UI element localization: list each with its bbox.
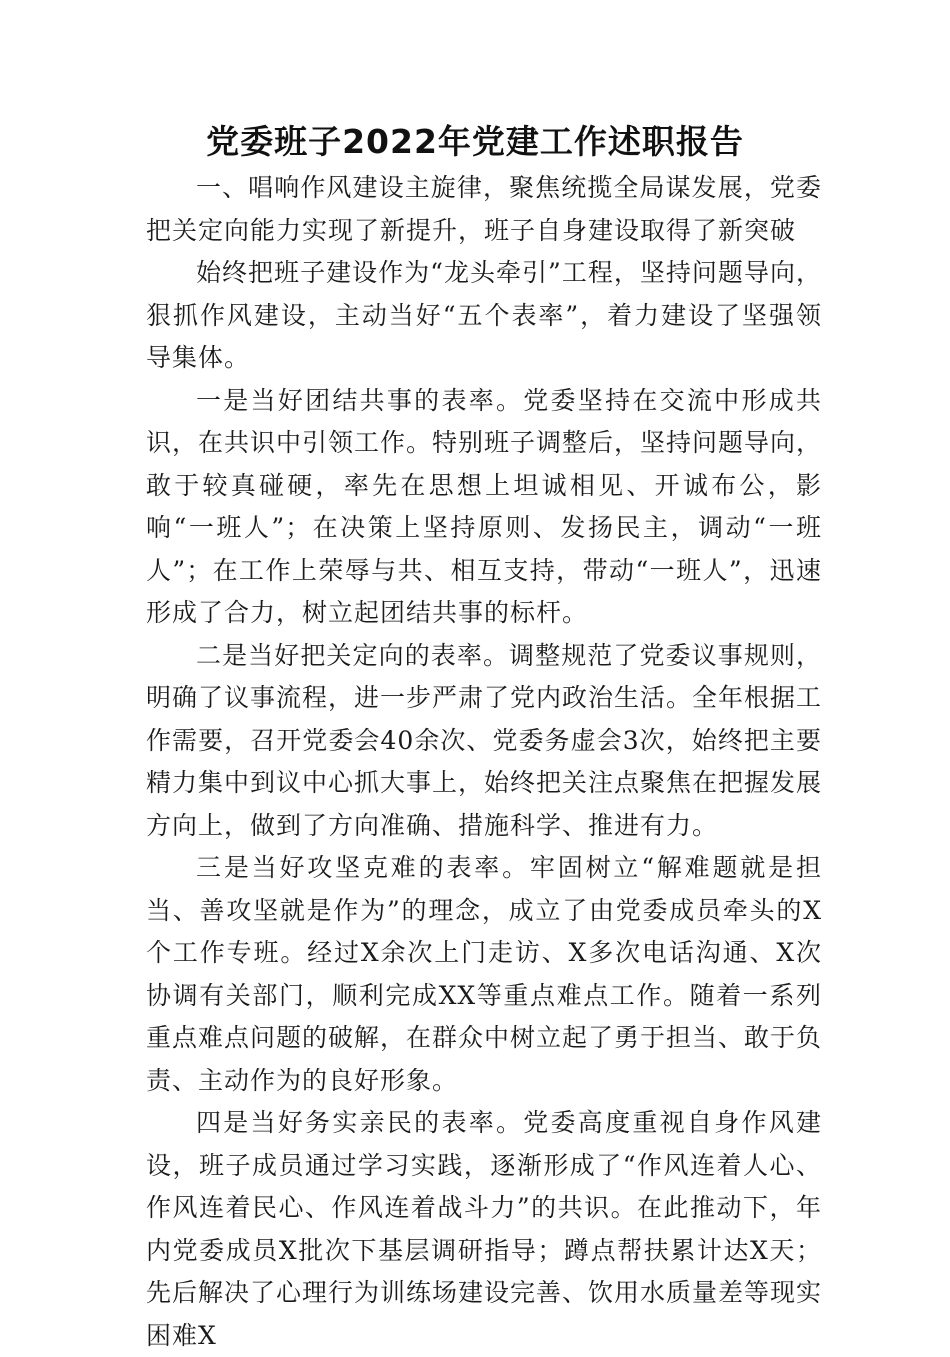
paragraph-intro: 始终把班子建设作为“龙头牵引”工程，坚持问题导向，狠抓作风建设，主动当好“五个表率”，着力建设了坚强领导集体。	[146, 258, 822, 372]
document-body	[146, 167, 822, 1357]
document-title: 党委班子2022年党建工作述职报告	[206, 122, 744, 161]
paragraph-tackling-difficulties: 三是当好攻坚克难的表率。牢固树立“解难题就是担当、善攻坚就是作为”的理念，成立了由党委成员牵头的X个工作专班。经过X余次上门走访、X多次电话沟通、X次协调有关部门，顺利完成XX等重点难点工作。随着一系列重点难点问题的破解，在群众中树立起了勇于担当、敢于负责、主动作为的良好形象。	[146, 853, 823, 1095]
paragraph-pragmatic: 四是当好务实亲民的表率。党委高度重视自身作风建设，班子成员通过学习实践，逐渐形成了“作风连着人心、作风连着民心、作风连着战斗力”的共识。在此推动下，年内党委成员X批次下基层调研指导；蹲点帮扶累计达X天；先后解决了心理行为训练场建设完善、饮用水质量差等现实困难X	[146, 1108, 823, 1350]
paragraph-unity: 一是当好团结共事的表率。党委坚持在交流中形成共识，在共识中引领工作。特别班子调整后，坚持问题导向，敢于较真碰硬，率先在思想上坦诚相见、开诚布公，影响“一班人”；在决策上坚持原则、发扬民主，调动“一班人”；在工作上荣辱与共、相互支持，带动“一班人”，迅速形成了合力，树立起团结共事的标杆。	[146, 385, 823, 627]
paragraph-direction: 二是当好把关定向的表率。调整规范了党委议事规则，明确了议事流程，进一步严肃了党内政治生活。全年根据工作需要，召开党委会40余次、党委务虚会3次，始终把主要精力集中到议中心抓大事上，始终把关注点聚焦在把握发展方向上，做到了方向准确、措施科学、推进有力。	[146, 640, 823, 840]
paragraph-section-heading: 一、唱响作风建设主旋律，聚焦统揽全局谋发展，党委把关定向能力实现了新提升，班子自身建设取得了新突破	[146, 173, 822, 245]
